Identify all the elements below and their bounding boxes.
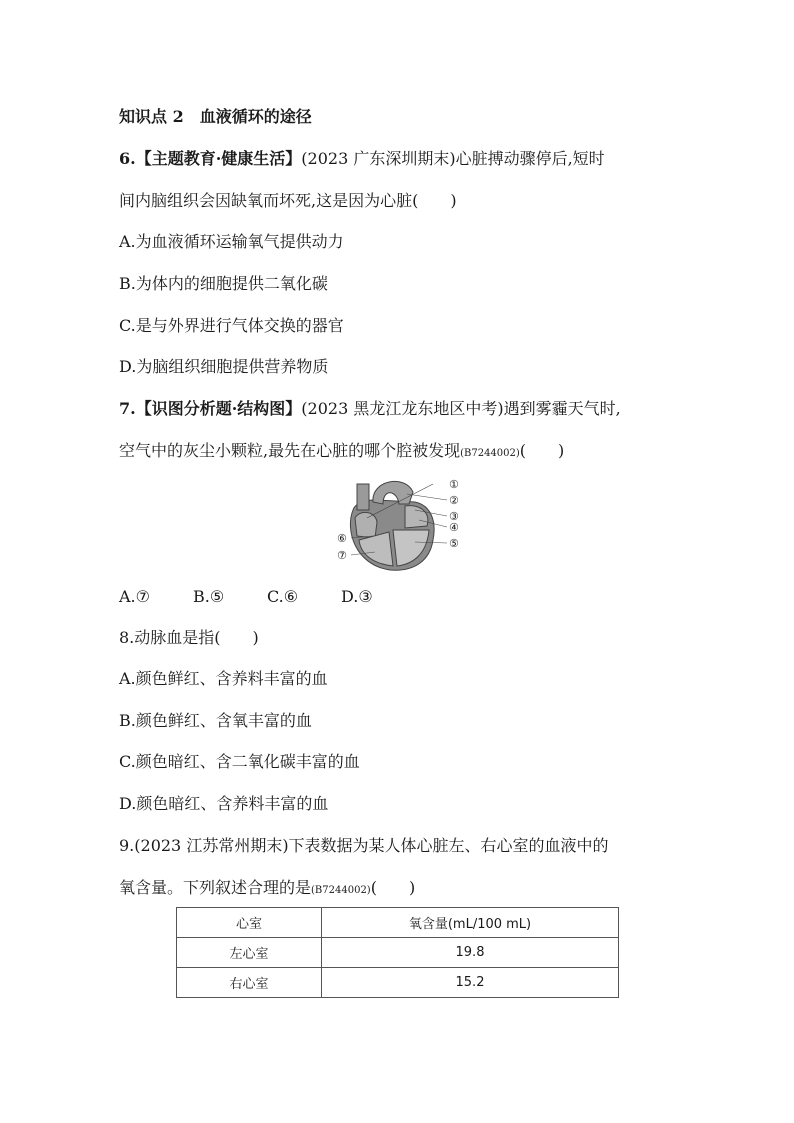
q7-line1-text: (2023 黑龙江龙东地区中考)遇到雾霾天气时, [301, 399, 621, 418]
q7-option-c[interactable]: C.⑥ [267, 587, 299, 606]
q9-code: (B7244002) [311, 885, 371, 896]
superior-vena-cava [357, 484, 369, 510]
heart-illustration [335, 470, 485, 575]
q6-option-a[interactable]: A.为血液循环运输氧气提供动力 [119, 232, 344, 251]
q9-line2-text: 氧含量。下列叙述合理的是 [119, 878, 312, 897]
question-6-line1 [119, 148, 605, 170]
q6-option-d[interactable]: D.为脑组织细胞提供营养物质 [119, 357, 329, 376]
question-7-line1 [119, 398, 621, 420]
label-1: ① [449, 478, 459, 491]
table-row [177, 968, 619, 998]
q7-option-a[interactable]: A.⑦ [119, 587, 150, 606]
q8-option-a[interactable]: A.颜色鲜红、含养料丰富的血 [119, 669, 328, 688]
q7-option-b[interactable]: B.⑤ [193, 587, 225, 606]
table-cell: 19.8 [322, 938, 619, 968]
q8-option-c[interactable]: C.颜色暗红、含二氧化碳丰富的血 [119, 752, 360, 771]
question-9-line1: 9.(2023 江苏常州期末)下表数据为某人体心脏左、右心室的血液中的 [119, 836, 609, 855]
q7-line2-text: 空气中的灰尘小颗粒,最先在心脏的哪个腔被发现 [119, 441, 461, 460]
oxygen-table [176, 907, 619, 998]
q7-code: (B7244002) [460, 448, 520, 459]
question-9-line2 [119, 877, 415, 902]
q7-options [119, 586, 373, 608]
heart-diagram [335, 470, 465, 575]
label-4: ④ [449, 521, 459, 534]
q8-option-b[interactable]: B.颜色鲜红、含氧丰富的血 [119, 711, 312, 730]
q6-line1-text: (2023 广东深圳期末)心脏搏动骤停后,短时 [301, 149, 605, 168]
label-3: ③ [449, 510, 459, 523]
q9-paren: ( ) [370, 878, 416, 897]
table-cell: 15.2 [322, 968, 619, 998]
question-6-line2: 间内脑组织会因缺氧而坏死,这是因为心脏( ) [119, 191, 457, 210]
label-6: ⑥ [337, 532, 347, 545]
q8-option-d[interactable]: D.颜色暗红、含养料丰富的血 [119, 794, 329, 813]
table-cell: 左心室 [177, 938, 322, 968]
table-header-cell: 氧含量(mL/100 mL) [322, 908, 619, 938]
q7-number: 7. [119, 399, 136, 418]
section-title: 知识点 2 血液循环的途径 [119, 107, 312, 126]
q7-tag: 【识图分析题·结构图】 [135, 399, 302, 418]
right-atrium [355, 512, 377, 538]
question-7-line2 [119, 440, 564, 465]
question-8-stem: 8.动脉血是指( ) [119, 628, 259, 647]
table-cell: 右心室 [177, 968, 322, 998]
label-7: ⑦ [337, 549, 347, 562]
q7-paren: ( ) [519, 441, 565, 460]
q7-option-d[interactable]: D.③ [341, 587, 373, 606]
q6-option-c[interactable]: C.是与外界进行气体交换的器官 [119, 316, 344, 335]
table-header-cell: 心室 [177, 908, 322, 938]
label-5: ⑤ [449, 537, 459, 550]
table-header-row [177, 908, 619, 938]
q6-tag: 【主题教育·健康生活】 [135, 149, 302, 168]
table-row [177, 938, 619, 968]
q6-option-b[interactable]: B.为体内的细胞提供二氧化碳 [119, 274, 328, 293]
q6-number: 6. [119, 149, 136, 168]
label-2: ② [449, 494, 459, 507]
